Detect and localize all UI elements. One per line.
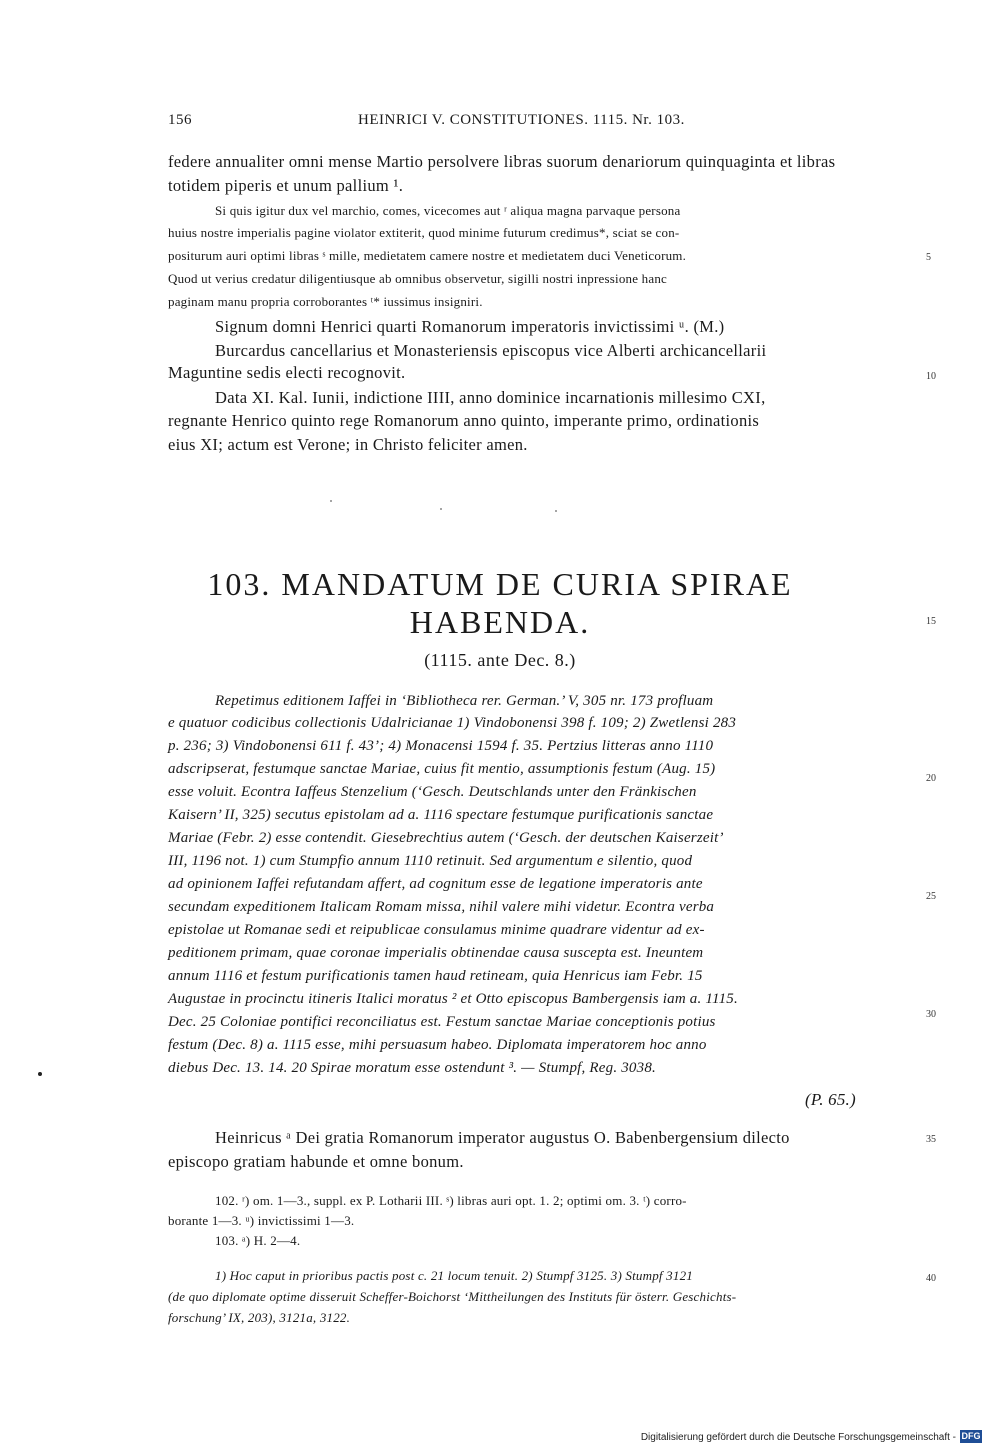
text-line: huius nostre imperialis pagine violator extiterit, quod minime futurum credimus*, sciat se con- — [168, 225, 680, 240]
intro-line: festum (Dec. 8) a. 1115 esse, mihi persuasum habeo. Diplomata imperatorem hoc anno — [168, 1037, 707, 1053]
variant-line: 102. ʳ) om. 1—3., suppl. ex P. Lotharii III. ˢ) libras auri opt. 1. 2; optimi om. 3. ᵗ) corro- — [215, 1193, 687, 1208]
document-text-line: episcopo gratiam habunde et omne bonum. — [168, 1152, 464, 1171]
digitization-footer — [0, 1428, 1000, 1449]
intro-line: diebus Dec. 13. 14. 20 Spirae moratum esse ostendunt ³. — Stumpf, Reg. 3038. — [168, 1060, 656, 1076]
doc-date: (1115. ante Dec. 8.) — [424, 650, 576, 670]
intro-line: ad opinionem Iaffei refutandam affert, ad cognitum esse de legatione imperatoris ante — [168, 876, 703, 892]
text-line: totidem piperis et unum pallium ¹. — [168, 176, 404, 195]
footnote-line: 1) Hoc caput in prioribus pactis post c. 21 locum tenuit. 2) Stumpf 3125. 3) Stumpf 3121 — [215, 1268, 693, 1283]
page-number: 156 — [168, 112, 192, 128]
intro-line: secundam expeditionem Italicam Romam missa, nihil valere mihi videtur. Econtra verba — [168, 899, 715, 915]
text-line: Burcardus cancellarius et Monasteriensis episcopus vice Alberti archicancellarii — [215, 341, 767, 360]
scan-speck — [555, 510, 557, 512]
text-line: paginam manu propria corroborantes ᵗ* iussimus insigniri. — [168, 294, 483, 309]
footnote-line: (de quo diplomate optime disseruit Scheffer-Boichorst ‘Mittheilungen des Instituts für österr. Geschichts- — [168, 1289, 737, 1304]
intro-line: Augustae in procinctu itineris Italici moratus ² et Otto episcopus Bambergensis iam a. 1115. — [168, 991, 738, 1007]
intro-line: annum 1116 et festum purificationis tamen haud retineam, quia Henricus iam Febr. 15 — [168, 968, 703, 984]
text-line: Data XI. Kal. Iunii, indictione IIII, anno dominice incarnationis millesimo CXI, — [215, 388, 766, 407]
intro-line: p. 236; 3) Vindobonensi 611 f. 43’; 4) Monacensi 1594 f. 35. Pertzius litteras anno 1110 — [168, 738, 714, 754]
running-title: HEINRICI V. CONSTITUTIONES. 1115. Nr. 103. — [358, 112, 685, 128]
intro-line: adscripserat, festumque sanctae Mariae, cuius fit mentio, assumptionis festum (Aug. 15) — [168, 761, 716, 777]
intro-line: epistolae ut Romanae sedi et reipublicae consulamus minime quadrare videntur ad ex- — [168, 922, 705, 938]
doc-title-continued: HABENDA. — [409, 604, 591, 640]
running-header — [168, 112, 918, 134]
page-reference: (P. 65.) — [805, 1090, 856, 1109]
text-line: federe annualiter omni mense Martio persolvere libras suorum denariorum quinquaginta et libras — [168, 152, 836, 171]
intro-line: e quatuor codicibus collectionis Udalricianae 1) Vindobonensi 398 f. 109; 2) Zwetlensi 283 — [168, 715, 737, 731]
line-number: 35 — [926, 1134, 936, 1145]
text-line: Quod ut verius credatur diligentiusque ab omnibus observetur, sigilli nostri inpressione hanc — [168, 271, 667, 286]
footnote-line: forschung’ IX, 203), 3121a, 3122. — [168, 1310, 351, 1325]
document-text-line: Heinricus ᵃ Dei gratia Romanorum imperator augustus O. Babenbergensium dilecto — [215, 1128, 790, 1147]
text-line: Signum domni Henrici quarti Romanorum imperatoris invictissimi ᵘ. (M.) — [215, 317, 725, 336]
intro-line: III, 1196 not. 1) cum Stumpfio annum 1110 retinuit. Sed argumentum e silentio, quod — [168, 853, 693, 869]
intro-line: Kaisern’ II, 325) secutus epistolam ad a. 1116 spectare festumque purificationis sanctae — [168, 807, 714, 823]
intro-line: Dec. 25 Coloniae pontifici reconciliatus est. Festum sanctae Mariae conceptionis potius — [168, 1014, 716, 1030]
line-number: 5 — [926, 252, 931, 263]
line-number: 40 — [926, 1273, 936, 1284]
intro-line: peditionem primam, quae coronae imperialis obtinendae causa suscepta est. Ineuntem — [168, 945, 704, 961]
dfg-logo: DFG — [961, 1431, 981, 1441]
variant-line: 103. ᵃ) H. 2—4. — [215, 1233, 301, 1248]
scan-speck — [38, 1072, 42, 1076]
text-line: Maguntine sedis electi recognovit. — [168, 363, 406, 382]
intro-line: Repetimus editionem Iaffei in ‘Bibliotheca rer. German.’ V, 305 nr. 173 profluam — [215, 693, 714, 709]
line-number: 15 — [926, 616, 936, 627]
line-number: 25 — [926, 891, 936, 902]
variant-line: borante 1—3. ᵘ) invictissimi 1—3. — [168, 1213, 355, 1228]
line-number: 10 — [926, 371, 936, 382]
doc-title: 103. MANDATUM DE CURIA SPIRAE — [207, 566, 793, 602]
funding-credit: Digitalisierung gefördert durch die Deutsche Forschungsgemeinschaft - — [640, 1432, 956, 1443]
text-line: regnante Henrico quinto rege Romanorum anno quinto, imperante primo, ordinationis — [168, 411, 760, 430]
scan-speck — [330, 500, 332, 502]
text-line: eius XI; actum est Verone; in Christo feliciter amen. — [168, 435, 528, 454]
line-number: 20 — [926, 773, 936, 784]
scan-speck — [440, 508, 442, 510]
intro-line: esse voluit. Econtra Iaffeus Stenzelium (‘Gesch. Deutschlands unter den Fränkischen — [168, 784, 697, 800]
intro-line: Mariae (Febr. 2) esse contendit. Giesebrechtius autem (‘Gesch. der deutschen Kaiserzeit’ — [168, 830, 724, 846]
text-line: positurum auri optimi libras ˢ mille, medietatem camere nostre et medietatem duci Veneticorum. — [168, 248, 687, 263]
text-line: Si quis igitur dux vel marchio, comes, vicecomes aut ʳ aliqua magna parvaque persona — [215, 203, 681, 218]
line-number: 30 — [926, 1009, 936, 1020]
